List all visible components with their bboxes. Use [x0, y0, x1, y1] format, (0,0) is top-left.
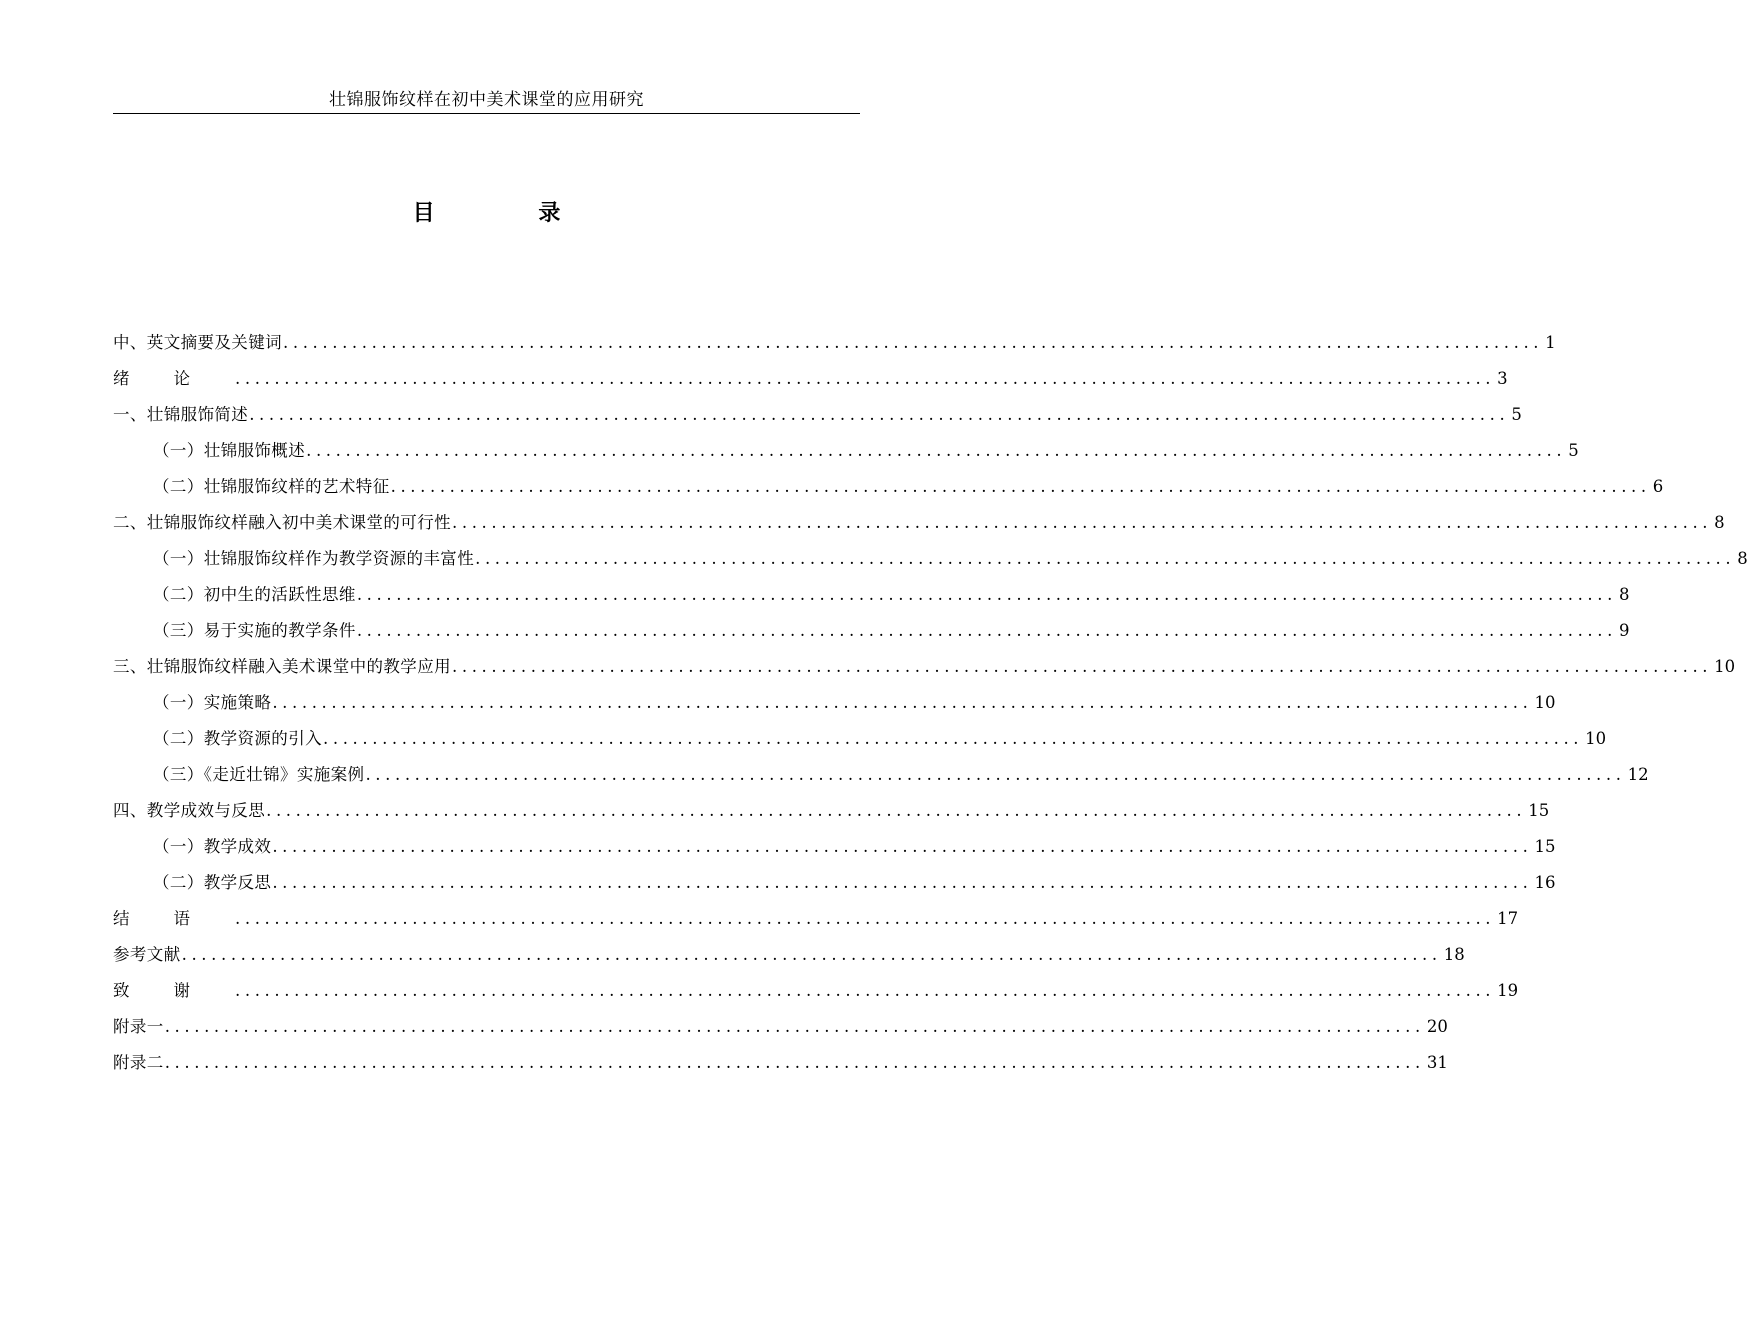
toc-entry-leader: ................................................................................................................................	[235, 981, 1496, 1000]
toc-title: 目 录	[412, 200, 609, 226]
toc-subentry[interactable]	[113, 831, 1556, 867]
toc-entry-label: 四、教学成效与反思	[113, 801, 266, 820]
toc-entry[interactable]	[113, 975, 1519, 1011]
toc-entry-page: 16	[1534, 873, 1556, 892]
toc-entry-leader: ................................................................................................................................	[266, 801, 1527, 820]
toc-subentry[interactable]	[113, 723, 1607, 759]
toc-entry-page: 12	[1627, 765, 1649, 784]
toc-entry-page: 20	[1426, 1017, 1448, 1036]
toc-entry-leader: ................................................................................................................................	[452, 513, 1713, 532]
toc-entry-page: 17	[1497, 909, 1519, 928]
toc-subentry[interactable]	[113, 543, 1748, 579]
toc-entry-label: 参考文献	[113, 945, 181, 964]
toc-entry-page: 9	[1618, 621, 1630, 640]
toc-entry-page: 15	[1534, 837, 1556, 856]
toc-subentry[interactable]	[113, 687, 1556, 723]
toc-subentry[interactable]	[113, 759, 1649, 795]
toc-entry-leader: ................................................................................................................................	[390, 477, 1651, 496]
toc-entry-leader: ................................................................................................................................	[306, 441, 1567, 460]
toc-entry-label: （一）壮锦服饰纹样作为教学资源的丰富性	[153, 549, 475, 568]
toc-entry-page: 5	[1568, 441, 1579, 460]
toc-entry-leader: ................................................................................................................................	[181, 945, 1442, 964]
toc-entry-page: 10	[1534, 693, 1556, 712]
toc-entry-label: 附录二	[113, 1053, 164, 1072]
toc-entry[interactable]	[113, 507, 1725, 543]
toc-subentry[interactable]	[113, 615, 1630, 651]
toc-subentry[interactable]	[113, 471, 1664, 507]
toc-entry-label: （二）壮锦服饰纹样的艺术特征	[153, 477, 390, 496]
toc-entry-page: 19	[1497, 981, 1519, 1000]
toc-entry[interactable]	[113, 651, 1736, 687]
toc-entry-leader: ................................................................................................................................	[356, 585, 1617, 604]
toc-entry-page: 8	[1714, 513, 1725, 532]
toc-entry-page: 5	[1511, 405, 1522, 424]
toc-entry-leader: ................................................................................................................................	[272, 873, 1533, 892]
toc-entry[interactable]	[113, 1047, 1448, 1083]
toc-entry-page: 15	[1528, 801, 1550, 820]
toc-entry-leader: ................................................................................................................................	[235, 909, 1496, 928]
toc-entry[interactable]	[113, 903, 1519, 939]
toc-entry-page: 6	[1652, 477, 1664, 496]
toc-entry-leader: ................................................................................................................................	[272, 693, 1533, 712]
toc-entry-label: 附录一	[113, 1017, 164, 1036]
toc-entry-label: （三）易于实施的教学条件	[153, 621, 356, 640]
running-header-title: 壮锦服饰纹样在初中美术课堂的应用研究	[329, 90, 644, 110]
toc-entry-label: （二）教学反思	[153, 873, 272, 892]
toc-entry[interactable]	[113, 399, 1522, 435]
toc-subentry[interactable]	[113, 579, 1630, 615]
toc-entry[interactable]	[113, 1011, 1448, 1047]
toc-entry-page: 31	[1426, 1053, 1448, 1072]
header-rule	[113, 113, 860, 114]
toc-entry[interactable]	[113, 363, 1508, 399]
toc-entry-label: （二）教学资源的引入	[153, 729, 322, 748]
toc-entry-leader: ................................................................................................................................	[365, 765, 1626, 784]
toc-entry-leader: ................................................................................................................................	[249, 405, 1510, 424]
toc-entry-leader: ................................................................................................................................	[323, 729, 1584, 748]
toc-entry-label: （二）初中生的活跃性思维	[153, 585, 356, 604]
toc-entry-page: 8	[1618, 585, 1630, 604]
toc-entry-label: （一）实施策略	[153, 693, 272, 712]
toc-entry[interactable]	[113, 327, 1556, 363]
toc-entry-page: 1	[1545, 333, 1556, 352]
toc-subentry[interactable]	[113, 867, 1556, 903]
toc-entry-label: 结语	[113, 909, 234, 928]
toc-entry-label: 一、壮锦服饰简述	[113, 405, 249, 424]
toc-entry-label: 中、英文摘要及关键词	[113, 333, 282, 352]
toc-entry-leader: ................................................................................................................................	[235, 369, 1496, 388]
toc-entry-label: 三、壮锦服饰纹样融入美术课堂中的教学应用	[113, 657, 451, 676]
toc-entry-leader: ................................................................................................................................	[356, 621, 1617, 640]
toc-entry-leader: ................................................................................................................................	[272, 837, 1533, 856]
toc-entry-label: 绪论	[113, 369, 234, 388]
toc-entry-label: 二、壮锦服饰纹样融入初中美术课堂的可行性	[113, 513, 451, 532]
toc-entry-leader: ................................................................................................................................	[283, 333, 1544, 352]
toc-entry-page: 10	[1585, 729, 1607, 748]
toc-entry-label: （三）《走近壮锦》实施案例	[153, 765, 365, 784]
toc-entry-label: （一）教学成效	[153, 837, 272, 856]
table-of-contents	[113, 327, 1748, 1083]
toc-entry-leader: ................................................................................................................................	[475, 549, 1736, 568]
toc-entry-page: 18	[1443, 945, 1465, 964]
toc-entry[interactable]	[113, 939, 1465, 975]
toc-entry-label: 致谢	[113, 981, 234, 1000]
toc-subentry[interactable]	[113, 435, 1579, 471]
toc-entry-page: 10	[1714, 657, 1736, 676]
toc-entry[interactable]	[113, 795, 1550, 831]
toc-entry-leader: ................................................................................................................................	[452, 657, 1713, 676]
toc-entry-leader: ................................................................................................................................	[164, 1053, 1425, 1072]
toc-entry-page: 3	[1497, 369, 1508, 388]
toc-entry-label: （一）壮锦服饰概述	[153, 441, 306, 460]
toc-entry-page: 8	[1737, 549, 1748, 568]
toc-entry-leader: ................................................................................................................................	[164, 1017, 1425, 1036]
